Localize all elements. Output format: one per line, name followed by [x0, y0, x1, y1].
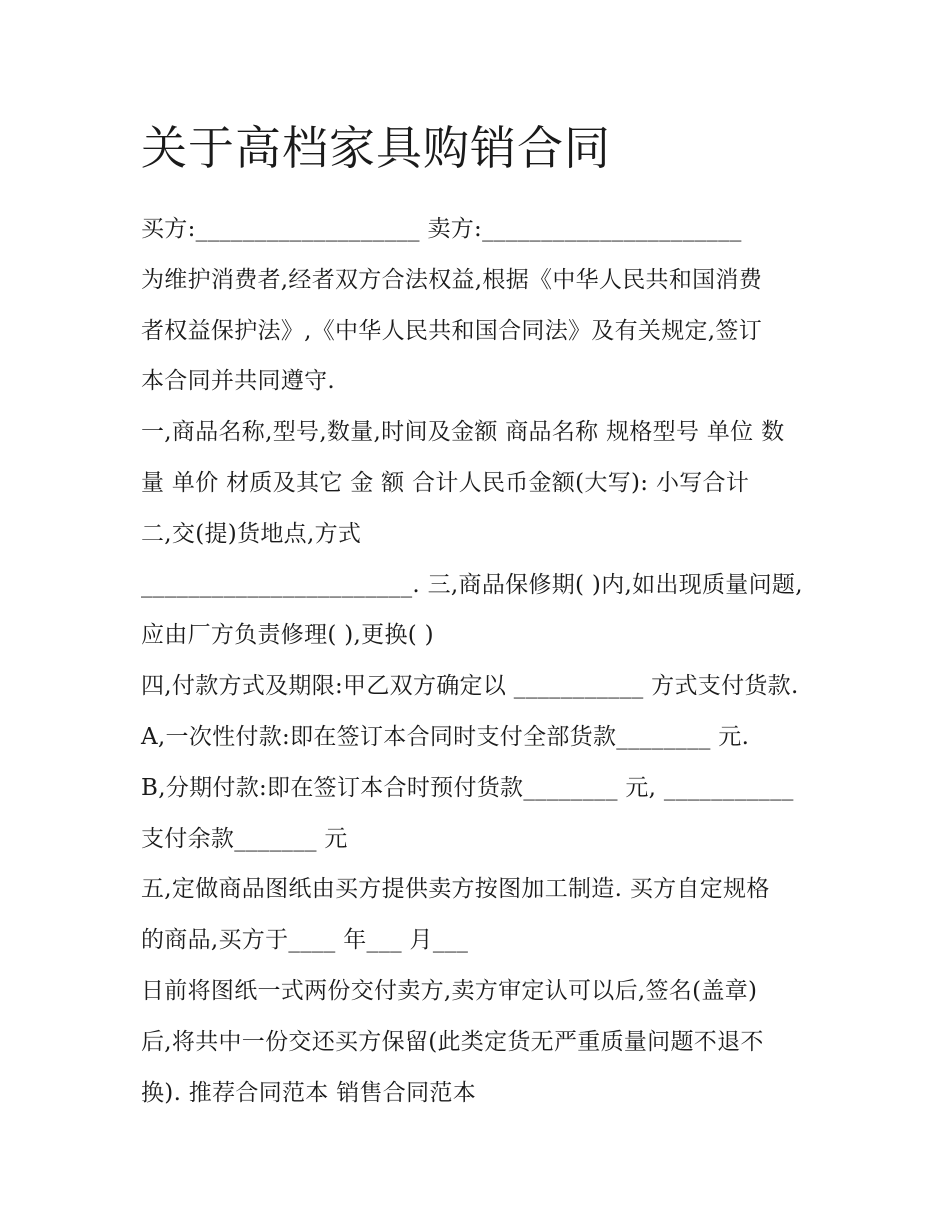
text-line: _______________________. 三,商品保修期( )内,如出现质量问题,: [141, 571, 803, 598]
text-line: 为维护消费者,经者双方合法权益,根据《中华人民共和国消费: [141, 266, 763, 293]
text-line: 后,将共中一份交还买方保留(此类定货无严重质量问题不退不: [141, 1028, 764, 1055]
text-line: 本合同并共同遵守.: [141, 368, 336, 395]
text-line: 量 单价 材质及其它 金 额 合计人民币金额(大写): 小写合计: [141, 469, 750, 496]
text-line: 日前将图纸一式两份交付卖方,卖方审定认可以后,签名(盖章): [141, 977, 758, 1004]
text-line: 五,定做商品图纸由买方提供卖方按图加工制造. 买方自定规格: [141, 876, 770, 903]
contract-document: [141, 118, 821, 1118]
text-line: 支付余款_______ 元: [141, 825, 348, 852]
text-line: A,一次性付款:即在签订本合同时支付全部货款________ 元.: [141, 723, 750, 750]
text-line: 二,交(提)货地点,方式: [141, 520, 362, 547]
text-line: 一,商品名称,型号,数量,时间及金额 商品名称 规格型号 单位 数: [141, 419, 785, 446]
text-line: B,分期付款:即在签订本合时预付货款________ 元, ___________: [141, 774, 794, 801]
text-line: 的商品,买方于____ 年___ 月___: [141, 927, 469, 954]
text-line: 者权益保护法》,《中华人民共和国合同法》及有关规定,签订: [141, 317, 763, 344]
text-line: 四,付款方式及期限:甲乙双方确定以 ___________ 方式支付货款.: [141, 673, 799, 700]
text-line: 换). 推荐合同范本 销售合同范本: [141, 1079, 477, 1106]
text-line: 买方:___________________ 卖方:______________________: [141, 216, 742, 242]
document-title: 关于高档家具购销合同: [141, 121, 611, 175]
text-line: 应由厂方负责修理( ),更换( ): [141, 622, 434, 649]
